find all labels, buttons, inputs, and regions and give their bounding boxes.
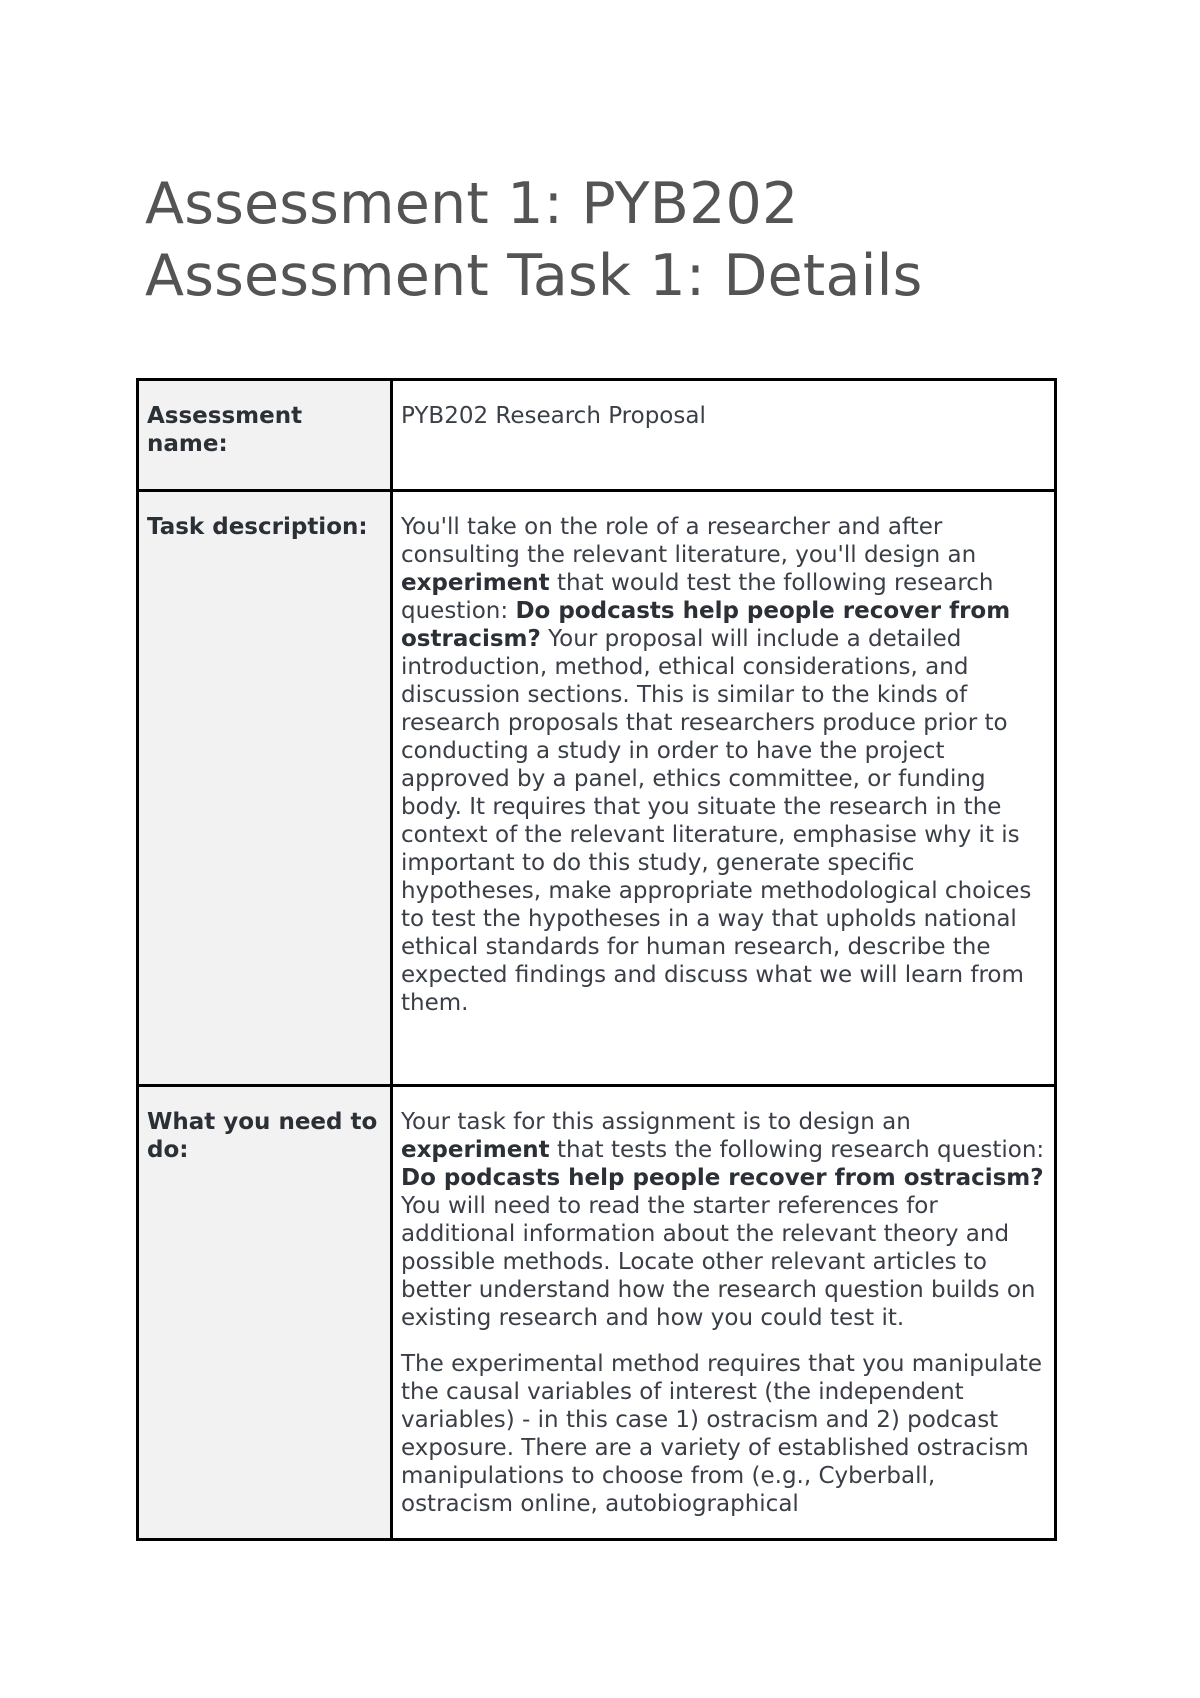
page-title-line-2: Assessment Task 1: Details xyxy=(145,243,923,309)
assessment-details-table xyxy=(136,378,1057,1541)
task-text-1: You'll take on the role of a researcher and after consulting the relevant literature, you'll design an xyxy=(401,514,977,568)
page-title xyxy=(145,168,923,312)
table-row-assessment-name xyxy=(138,380,1056,491)
todo-bold-research-question: Do podcasts help people recover from ostracism? xyxy=(401,1165,1044,1191)
what-to-do-paragraph-2: The experimental method requires that you manipulate the causal variables of interest (the independent variables) - in this case 1) ostracism and 2) podcast exposure. There are a variety of established ostracism manipulations to choose from (e.g., Cyberball, ostracism online, autobiographical xyxy=(401,1351,1043,1517)
todo-text-1: Your task for this assignment is to design an xyxy=(401,1109,911,1135)
assessment-name-label: Assessment name: xyxy=(138,380,392,491)
task-description-paragraph xyxy=(401,513,1046,1017)
table-row-task-description xyxy=(138,491,1056,1086)
todo-bold-experiment: experiment xyxy=(401,1137,550,1163)
what-to-do-label: What you need to do: xyxy=(138,1086,392,1540)
task-text-2: that would test the following research question: xyxy=(401,570,994,624)
todo-text-3: You will need to read the starter references for additional information about the relevant theory and possible methods. Locate other relevant articles to better understand how the research question builds on existing research and how you could test it. xyxy=(401,1193,1036,1331)
what-to-do-paragraph-1 xyxy=(401,1108,1046,1332)
assessment-name-value: PYB202 Research Proposal xyxy=(392,380,1056,491)
page-title-line-1: Assessment 1: PYB202 xyxy=(145,171,799,237)
todo-text-2: that tests the following research question: xyxy=(549,1137,1045,1163)
task-text-3: Your proposal will include a detailed introduction, method, ethical considerations, and discussion sections. This is similar to the kinds of research proposals that researchers produce prior to conducting a study in order to have the project approved by a panel, ethics committee, or funding body. It requires that you situate the research in the context of the relevant literature, emphasise why it is important to do this study, generate specific hypotheses, make appropriate methodological choices to test the hypotheses in a way that upholds national ethical standards for human research, describe the expected findings and discuss what we will learn from them. xyxy=(401,626,1032,1016)
task-description-label: Task description: xyxy=(138,491,392,1086)
task-bold-research-question: Do podcasts help people recover from ostracism? xyxy=(401,598,1011,652)
what-to-do-value xyxy=(392,1086,1056,1540)
task-description-value xyxy=(392,491,1056,1086)
table-row-what-to-do xyxy=(138,1086,1056,1540)
task-bold-experiment: experiment xyxy=(401,570,550,596)
